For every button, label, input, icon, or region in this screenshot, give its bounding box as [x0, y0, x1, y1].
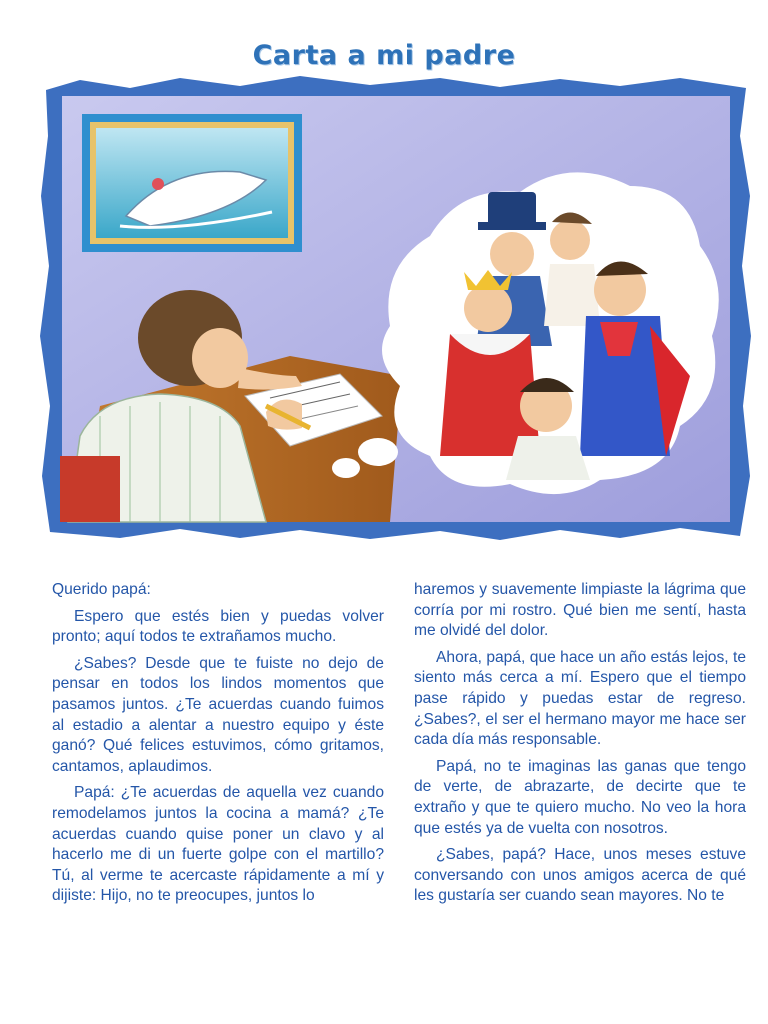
letter-greeting: Querido papá: [52, 581, 151, 598]
letter-paragraph: ¿Sabes? Desde que te fuiste no dejo de pensar en todos los lindos momentos que pasamos juntos. ¿Te acuerdas cuando fuimos al estadio a alentar a nuestro equipo y éste ganó? Qué felices estuvimos, cómo gritamos, cantamos, aplaudimos. [52, 654, 384, 775]
page-title: Carta a mi padre [252, 40, 516, 72]
letter-right-column [414, 580, 746, 913]
letter-paragraph: Ahora, papá, que hace un año estás lejos, te siento más cerca a mí. Espero que el tiempo pase rápido y puedas estar de regreso. ¿Sabes?, el ser el hermano mayor me hace ser cada día más responsable. [414, 648, 746, 749]
letter-paragraph: Papá: ¿Te acuerdas de aquella vez cuando remodelamos juntos la cocina a mamá? ¿Te acuerdas cuando quise poner un clavo y al hacerlo me di un fuerte golpe con el martillo? Tú, al verme te acercaste rápidamente a mí y dijiste: Hijo, no te preocupes, juntos lo [52, 784, 384, 905]
letter-paragraph: Espero que estés bien y puedas volver pronto; aquí todos te extrañamos mucho. [52, 607, 384, 646]
letter-left-column [52, 580, 384, 913]
letter-paragraph: Papá, no te imaginas las ganas que tengo de verte, de abrazarte, de decirte que te extraño y que te quiero mucho. No veo la hora que estés ya de vuelta con nosotros. [414, 757, 746, 837]
illustration [40, 76, 752, 542]
letter-paragraph: haremos y suavemente limpiaste la lágrima que corría por mi rostro. Qué bien me sentí, hasta me olvidé del dolor. [414, 581, 746, 640]
letter-paragraph: ¿Sabes, papá? Hace, unos meses estuve conversando con unos amigos acerca de qué les gustaría ser cuando sean mayores. No te [414, 846, 746, 905]
wall-picture [82, 114, 302, 252]
